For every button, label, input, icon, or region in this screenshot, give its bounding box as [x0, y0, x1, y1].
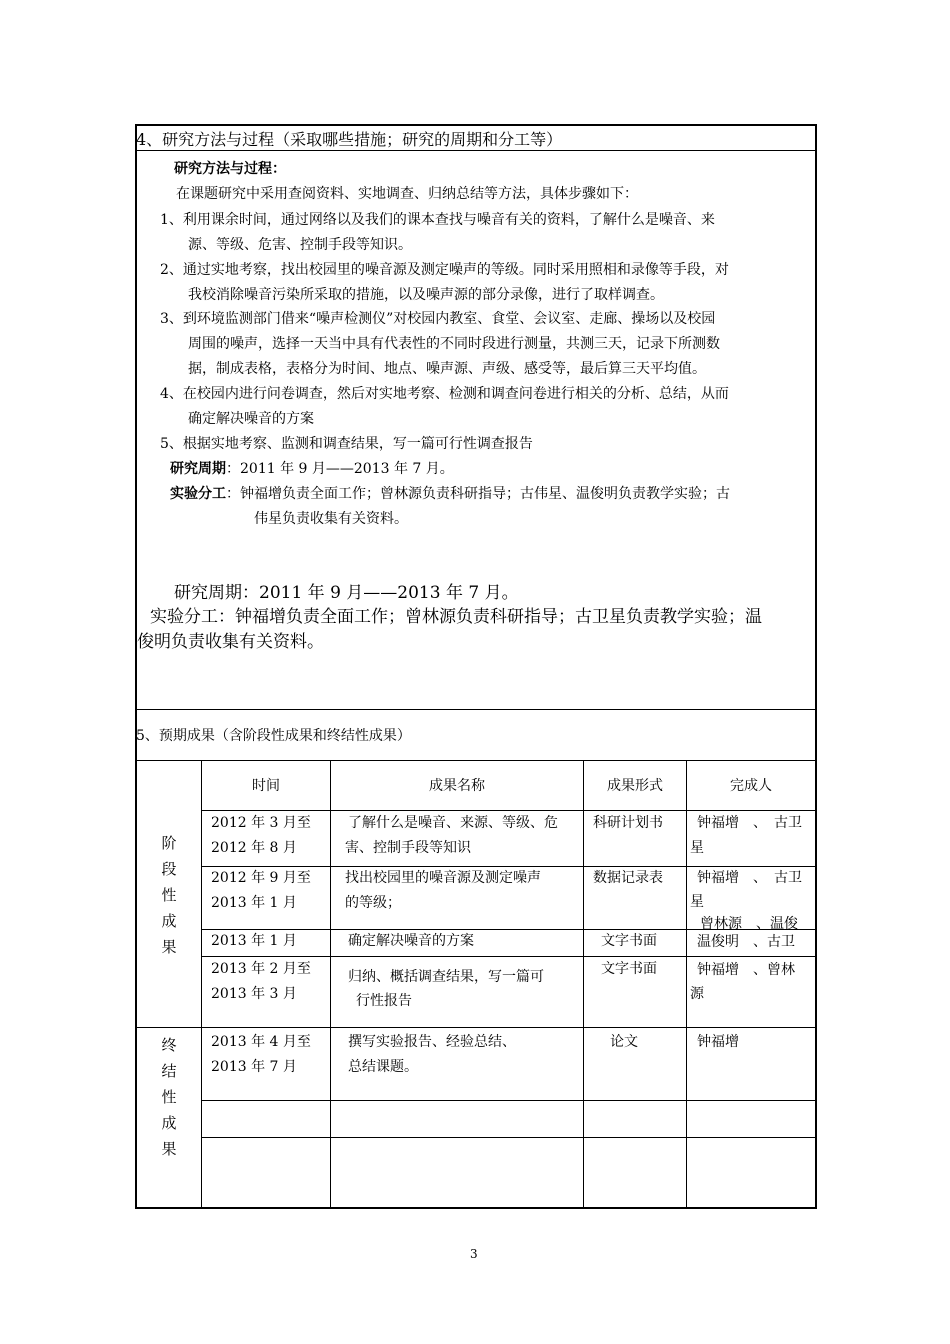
step-1-line-2: 源、等级、危害、控制手段等知识。: [188, 237, 412, 253]
table-row-line: [135, 1027, 816, 1028]
row4-name-line-1: 归纳、概括调查结果，写一篇可: [348, 969, 544, 985]
table-col-line-1: [201, 760, 202, 1208]
row5-time-line-2: 2013 年 7 月: [211, 1059, 297, 1075]
page-number: 3: [470, 1247, 478, 1261]
border-left: [135, 124, 137, 1209]
row2-time-line-1: 2012 年 9 月至: [211, 870, 311, 886]
section4-heading: 4、研究方法与过程（采取哪些措施；研究的周期和分工等）: [136, 130, 563, 149]
methods-title: 研究方法与过程：: [174, 161, 286, 177]
row1-form: 科研计划书: [593, 815, 663, 831]
step-1-line-1: 1、利用课余时间，通过网络以及我们的课本查找与噪音有关的资料，了解什么是噪音、来: [160, 212, 715, 228]
row2-person-line-2: 星: [690, 894, 704, 910]
column-header-person: 完成人: [730, 778, 772, 794]
row3-form: 文字书面: [601, 933, 657, 949]
row3-name: 确定解决噪音的方案: [348, 933, 474, 949]
row2-person-line-1: 钟福增 、 古卫: [697, 870, 802, 886]
section5-heading: 5、预期成果（含阶段性成果和终结性成果）: [136, 728, 411, 744]
row5-time-line-1: 2013 年 4 月至: [211, 1034, 311, 1050]
row4-person-line-2: 源: [690, 986, 704, 1002]
row1-person-line-2: 星: [690, 840, 704, 856]
row5-name-line-1: 撰写实验报告、经验总结、: [348, 1034, 516, 1050]
methods-intro: 在课题研究中采用查阅资料、实地调查、归纳总结等方法，具体步骤如下：: [176, 186, 638, 202]
division-repeat-line-1: 实验分工：钟福增负责全面工作；曾林源负责科研指导；古卫星负责教学实验；温: [150, 607, 762, 627]
row1-person-line-1: 钟福增 、 古卫: [697, 815, 802, 831]
row2-time-line-2: 2013 年 1 月: [211, 895, 297, 911]
table-col-line-4: [686, 760, 687, 1208]
row2-form: 数据记录表: [593, 870, 663, 886]
row2-name-line-2: 的等级；: [345, 895, 401, 911]
row2-person-line-3: 曾林源 、温俊: [700, 916, 798, 929]
row3-time: 2013 年 1 月: [211, 933, 297, 949]
step-4-line-2: 确定解决噪音的方案: [188, 411, 314, 427]
column-header-time: 时间: [252, 778, 280, 794]
table-col-line-2: [330, 760, 331, 1208]
division-value: ：钟福增负责全面工作；曾林源负责科研指导；古伟星、温俊明负责教学实验；古: [226, 486, 730, 502]
table-row-line: [201, 1137, 816, 1138]
row4-person-line-1: 钟福增 、曾林: [697, 962, 795, 978]
table-col-line-3: [583, 760, 584, 1208]
research-period-label: 研究周期: [170, 461, 226, 477]
stage-results-label: 阶段性成果: [161, 834, 177, 956]
row3-person: 温俊明 、古卫: [697, 934, 795, 950]
row5-person: 钟福增: [697, 1034, 739, 1050]
section4-heading-divider: [135, 150, 816, 151]
row1-time-line-2: 2012 年 8 月: [211, 840, 297, 856]
border-top: [135, 124, 816, 126]
row4-time-line-1: 2013 年 2 月至: [211, 961, 311, 977]
division-line-1: [170, 483, 730, 503]
border-bottom: [135, 1207, 816, 1209]
step-3-line-1: 3、到环境监测部门借来“噪声检测仪”对校园内教室、食堂、会议室、走廊、操场以及校园: [160, 311, 716, 327]
row1-name-line-2: 害、控制手段等知识: [345, 840, 471, 856]
border-right: [815, 124, 817, 1209]
final-results-label: 终结性成果: [161, 1036, 177, 1158]
step-3-line-2: 周围的噪声，选择一天当中具有代表性的不同时段进行测量，共测三天，记录下所测数: [188, 336, 720, 352]
row4-name-line-2: 行性报告: [356, 993, 412, 1009]
step-2-line-2: 我校消除噪音污染所采取的措施，以及噪声源的部分录像，进行了取样调查。: [188, 287, 664, 303]
section-divider: [135, 709, 816, 710]
research-period: [170, 458, 454, 478]
section5-heading-divider: [135, 760, 816, 761]
division-label: 实验分工: [170, 486, 226, 502]
table-row-line: [201, 1100, 816, 1101]
row2-name-line-1: 找出校园里的噪音源及测定噪声: [345, 870, 541, 886]
column-header-form: 成果形式: [607, 778, 663, 794]
division-repeat-line-2: 俊明负责收集有关资料。: [137, 632, 324, 652]
research-period-repeat: 研究周期：2011 年 9 月——2013 年 7 月。: [174, 583, 519, 603]
row1-time-line-1: 2012 年 3 月至: [211, 815, 311, 831]
row5-form: 论文: [610, 1034, 638, 1050]
research-period-value: ：2011 年 9 月——2013 年 7 月。: [226, 461, 454, 477]
row5-name-line-2: 总结课题。: [348, 1059, 418, 1075]
step-4-line-1: 4、在校园内进行问卷调查，然后对实地考察、检测和调查问卷进行相关的分析、总结，从而: [160, 386, 729, 402]
division-line-2: 伟星负责收集有关资料。: [254, 511, 408, 527]
step-3-line-3: 据，制成表格，表格分为时间、地点、噪声源、声级、感受等，最后算三天平均值。: [188, 361, 706, 377]
row4-time-line-2: 2013 年 3 月: [211, 986, 297, 1002]
row1-name-line-1: 了解什么是噪音、来源、等级、危: [348, 815, 558, 831]
row4-form: 文字书面: [601, 961, 657, 977]
step-2-line-1: 2、通过实地考察，找出校园里的噪音源及测定噪声的等级。同时采用照相和录像等手段，对: [160, 262, 729, 278]
column-header-name: 成果名称: [429, 778, 485, 794]
step-5: 5、根据实地考察、监测和调查结果，写一篇可行性调查报告: [160, 436, 533, 452]
